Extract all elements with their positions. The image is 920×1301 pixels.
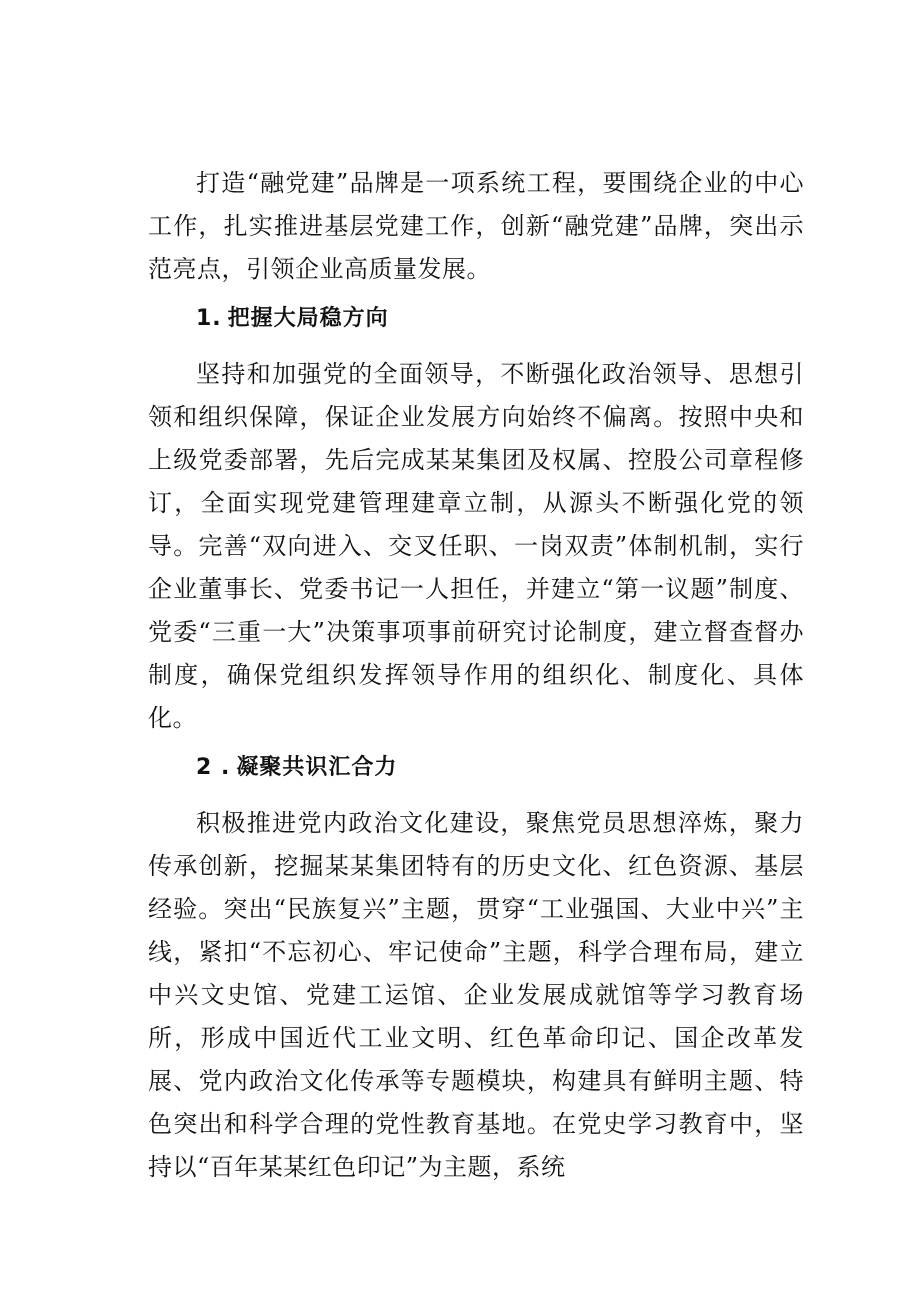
section-heading-2 [148, 750, 804, 786]
intro-paragraph: 打造“融党建”品牌是一项系统工程，要围绕企业的中心工作，扎实推进基层党建工作，创新“融党建”品牌，突出示范亮点，引领企业高质量发展。 [148, 169, 804, 283]
section-number-1: 1. [196, 306, 222, 331]
section-paragraph-2: 积极推进党内政治文化建设，聚焦党员思想淬炼，聚力传承创新，挖掘某某集团特有的历史文化、红色资源、基层经验。突出“民族复兴”主题，贯穿“工业强国、大业中兴”主线，紧扣“不忘初心、牢记使命”主题，科学合理布局，建立中兴文史馆、党建工运馆、企业发展成就馆等学习教育场所，形成中国近代工业文明、红色革命印记、国企改革发展、党内政治文化传承等专题模块，构建具有鲜明主题、特色突出和科学合理的党性教育基地。在党史学习教育中，坚持以“百年某某红色印记”为主题，系统 [148, 809, 804, 1181]
section-title-1: 把握大局稳方向 [227, 306, 389, 331]
section-paragraph-1: 坚持和加强党的全面领导，不断强化政治领导、思想引领和组织保障，保证企业发展方向始终不偏离。按照中央和上级党委部署，先后完成某某集团及权属、控股公司章程修订，全面实现党建管理建章立制，从源头不断强化党的领导。完善“双向进入、交叉任职、一岗双责”体制机制，实行企业董事长、党委书记一人担任，并建立“第一议题”制度、党委“三重一大”决策事项事前研究讨论制度，建立督查督办制度，确保党组织发挥领导作用的组织化、制度化、具体化。 [148, 360, 804, 732]
section-heading-1 [148, 301, 804, 337]
section-title-2: 凝聚共识汇合力 [236, 755, 398, 780]
section-number-2: 2 . [196, 755, 231, 780]
document-body [148, 162, 804, 1189]
